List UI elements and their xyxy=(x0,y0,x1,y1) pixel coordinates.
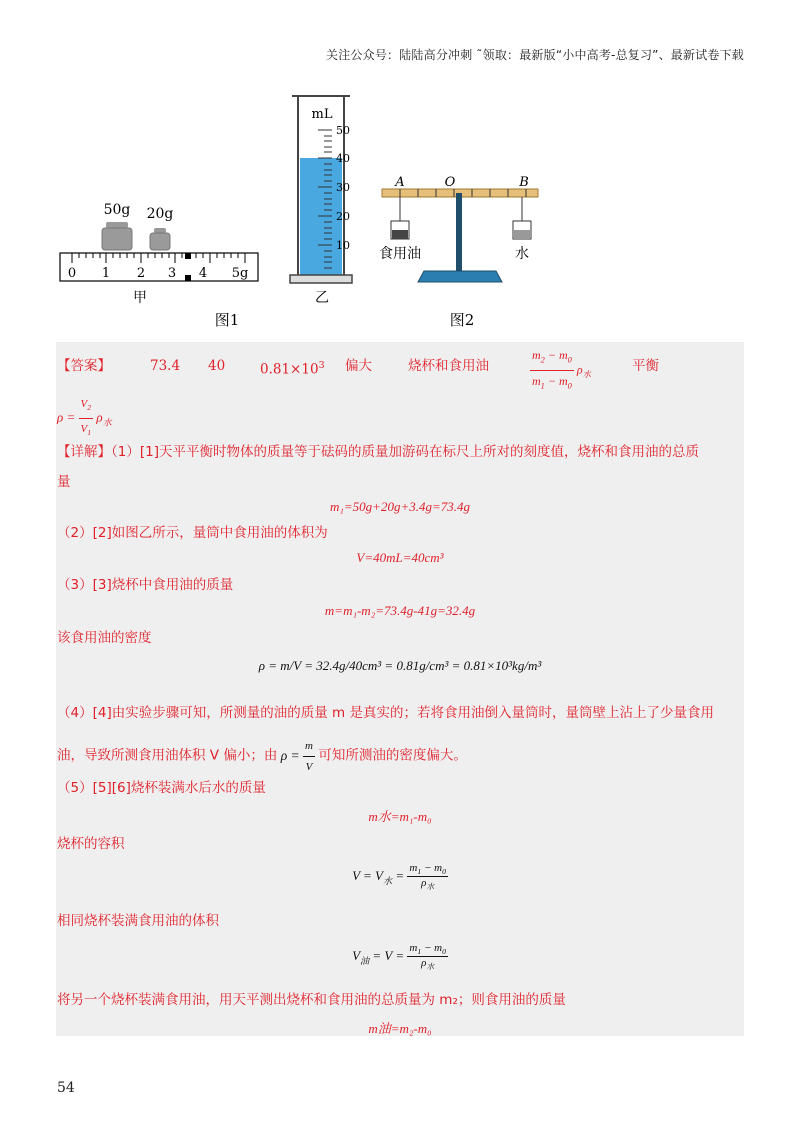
weight-label: 20g xyxy=(146,206,174,222)
equation-1: m₁=50g+20g+3.4g=73.4g xyxy=(330,499,470,514)
answer-tag: 【答案】 xyxy=(57,358,111,374)
balance-rule xyxy=(60,253,258,281)
figure1-caption: 图1 xyxy=(214,311,240,329)
scale-tick: 2 xyxy=(136,266,146,281)
label-jia: 甲 xyxy=(133,290,147,306)
answer-value: 40 xyxy=(208,358,226,374)
answer-density xyxy=(260,356,325,380)
detail-paragraph-2: （2）[2]如图乙所示，量筒中食用油的体积为 xyxy=(57,525,328,541)
detail-text: 该食用油的密度 xyxy=(57,630,152,646)
detail-paragraph-1 xyxy=(57,442,699,462)
scale-tick: 3 xyxy=(167,266,177,281)
equation-3: m=m₁-m₂=73.4g-41g=32.4g xyxy=(324,603,476,618)
point-o-label: O xyxy=(444,175,456,190)
figure-svg xyxy=(50,90,750,340)
weight-50g xyxy=(102,202,132,250)
cylinder-tick: 50 xyxy=(336,124,350,137)
detail-text: 相同烧杯装满食用油的体积 xyxy=(57,913,219,929)
figure2-caption: 图2 xyxy=(449,311,475,329)
equation-2: V=40mL=40cm³ xyxy=(356,550,444,565)
detail-paragraph-6: 将另一个烧杯装满食用油，用天平测出烧杯和食用油的总质量为 m₂；则食用油的质量 xyxy=(57,992,566,1008)
cylinder-tick: 40 xyxy=(336,152,350,165)
answer-value: 0.81×10 xyxy=(260,361,319,378)
cylinder-tick: 20 xyxy=(336,210,350,223)
scale-tick: 1 xyxy=(101,266,111,281)
detail-tag: 【详解】 xyxy=(57,444,111,460)
answer-value: 偏大 xyxy=(345,358,372,374)
answer-value: 73.4 xyxy=(150,358,181,374)
lever-balance xyxy=(379,175,538,282)
page-header: 关注公众号：陆陆高分冲刺 ˜领取：最新版“小中高考-总复习”、最新试卷下载 xyxy=(326,48,744,62)
answer-value: 烧杯和食用油 xyxy=(408,358,489,374)
weight-label: 50g xyxy=(103,202,131,218)
detail-text: 量 xyxy=(57,474,71,490)
weight-20g xyxy=(147,206,174,250)
graduated-cylinder xyxy=(290,96,352,283)
detail-paragraph-4: （4）[4]由实验步骤可知，所测量的油的质量 m 是真实的；若将食用油倒入量筒时，量筒壁上沾上了少量食用 xyxy=(57,705,714,721)
page-number: 54 xyxy=(57,1080,75,1096)
answer-formula-2: ρ = $\frac{V_2}{V_1}$ $\rho_水$ xyxy=(57,394,112,443)
equation-8: m油=m₂-m₀ xyxy=(368,1021,432,1036)
detail-text: 可知所测油的密度偏大。 xyxy=(318,747,467,764)
detail-paragraph-3: （3）[3]烧杯中食用油的质量 xyxy=(57,577,234,593)
answer-value: 平衡 xyxy=(632,358,659,374)
answer-exponent: 3 xyxy=(318,360,325,371)
right-container-label: 水 xyxy=(515,246,529,262)
answer-formula: $\frac{m_2 - m_0}{m_1 - m_0}$ $\rho_水$ xyxy=(530,345,591,397)
figures xyxy=(50,90,750,340)
equation-6: $V = V_水$ = $\frac{m_1 - m_0}{\rho_水}$ xyxy=(352,862,446,892)
equation-4: ρ = m/V = 32.4g/40cm³ = 0.81g/cm³ = 0.81×10³kg/m³ xyxy=(258,658,542,673)
left-container-label: 食用油 xyxy=(379,246,421,262)
scale-tick: 5g xyxy=(231,266,249,281)
label-yi: 乙 xyxy=(315,290,329,306)
equation-5: m水=m₁-m₀ xyxy=(368,809,432,824)
equation-7: $V_油 = V$ = $\frac{m_1 - m_0}{\rho_水}$ xyxy=(352,942,446,972)
cylinder-unit: mL xyxy=(311,107,333,122)
scale-tick: 0 xyxy=(67,266,77,281)
point-b-label: B xyxy=(519,175,529,190)
cylinder-tick: 10 xyxy=(336,239,350,252)
scale-tick: 4 xyxy=(198,266,208,281)
detail-paragraph-4b: 油，导致所测食用油体积 V 偏小；由 ρ = $\frac{m}{V}$ 可知所测油的密度偏大。 xyxy=(57,736,467,777)
cylinder-tick: 30 xyxy=(336,181,350,194)
detail-paragraph-5: （5）[5][6]烧杯装满水后水的质量 xyxy=(57,780,266,796)
detail-text: 烧杯的容积 xyxy=(57,836,125,852)
point-a-label: A xyxy=(395,175,405,190)
detail-text: （1）[1]天平平衡时物体的质量等于砝码的质量加游码在标尺上所对的刻度值，烧杯和食用油的总质 xyxy=(111,444,699,460)
detail-text: 油，导致所测食用油体积 V 偏小；由 xyxy=(57,747,278,764)
